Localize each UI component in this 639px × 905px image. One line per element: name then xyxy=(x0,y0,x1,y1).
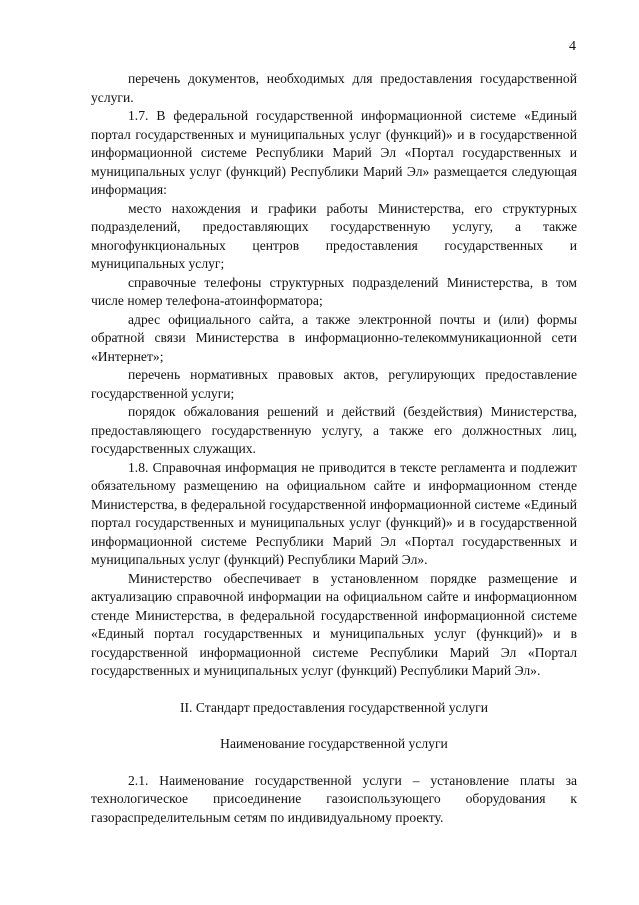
paragraph-phone-numbers: справочные телефоны структурных подразделений Министерства, в том числе номер телефона-атоинформатора; xyxy=(91,274,577,308)
spacer xyxy=(91,754,577,772)
paragraph-location-schedule: место нахождения и графики работы Министерства, его структурных подразделений, предоставляющих государственную услугу, а также многофункциональных центров предоставления государственных и муниципальных услуг; xyxy=(91,200,577,271)
paragraph-ministry-obligation: Министерство обеспечивает в установленном порядке размещение и актуализацию справочной информации на официальном сайте и информационном стенде Министерства, в федеральной государственной информационной системе «Единый портал государственных и муниципальных услуг (функций)» и в государственной информационной системе Республики Марий Эл «Портал государственных и муниципальных услуг (функций) Республики Марий Эл». xyxy=(91,570,577,678)
page-number: 4 xyxy=(569,39,576,54)
spacer xyxy=(91,681,577,699)
document-body xyxy=(91,70,577,827)
subsection-heading: Наименование государственной услуги xyxy=(220,736,448,751)
paragraph-1-8: 1.8. Справочная информация не приводится в тексте регламента и подлежит обязательному размещению на официальном сайте и информационном стенде Министерства, в федеральной государственной информационной системе «Единый портал государственных и муниципальных услуг (функций)» и в государственной информационной системе Республики Марий Эл «Портал государственных и муниципальных услуг (функций) Республики Марий Эл». xyxy=(91,459,577,567)
paragraph-legal-acts: перечень нормативных правовых актов, регулирующих предоставление государственной услуги; xyxy=(91,367,577,401)
paragraph-website-address: адрес официального сайта, а также электронной почты и (или) формы обратной связи Министерства в информационно-телекоммуникационной сети «Интернет»; xyxy=(91,311,577,364)
paragraph-2-1: 2.1. Наименование государственной услуги – установление платы за технологическое присоединение газоиспользующего оборудования к газораспределительным сетям по индивидуальному проекту. xyxy=(91,772,577,825)
paragraph-appeal-procedure: порядок обжалования решений и действий (бездействия) Министерства, предоставляющего государственную услугу, а также его должностных лиц, государственных служащих. xyxy=(91,404,577,456)
paragraph-1-7: 1.7. В федеральной государственной информационной системе «Единый портал государственных и муниципальных услуг (функций)» и в государственной информационной системе Республики Марий Эл «Портал государственных и муниципальных услуг (функций) Республики Марий Эл» размещается следующая информация: xyxy=(91,108,577,197)
paragraph-documents-list: перечень документов, необходимых для предоставления государственной услуги. xyxy=(91,71,577,105)
section-heading: II. Стандарт предоставления государственной услуги xyxy=(179,699,488,715)
spacer xyxy=(91,717,577,735)
